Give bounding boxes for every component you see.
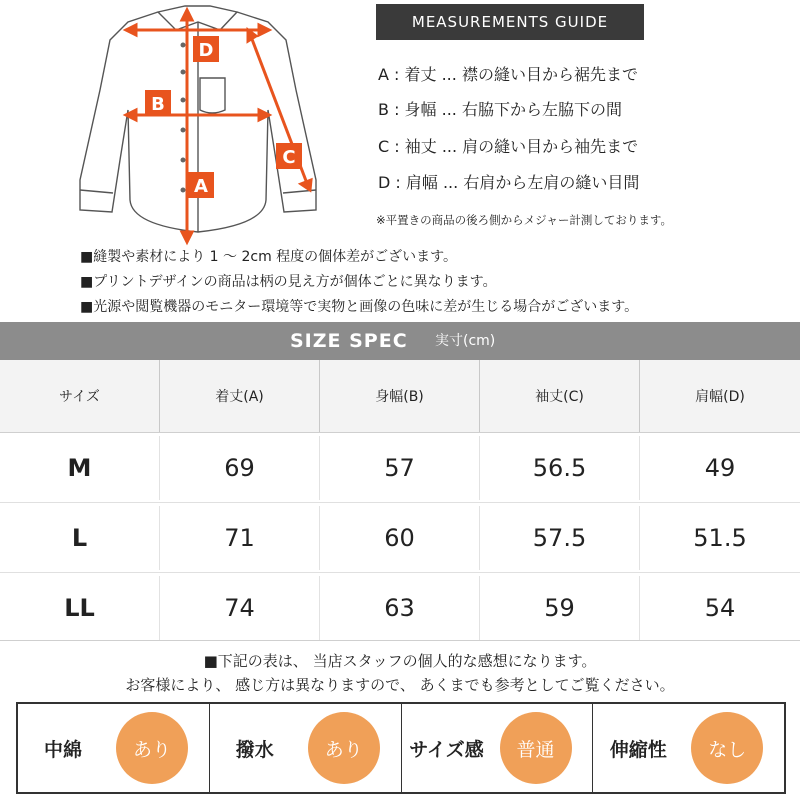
value-cell: 57 — [320, 436, 480, 500]
guide-line-d: D : 肩幅 ... 右肩から左肩の縫い目間 — [378, 173, 640, 192]
label-d: D — [198, 40, 214, 61]
value-cell: 71 — [160, 506, 320, 570]
value-cell: 60 — [320, 506, 480, 570]
feel-item-size-feel — [402, 704, 594, 792]
column-header-size: サイズ — [0, 360, 160, 432]
feel-label: 中綿 — [43, 738, 82, 761]
column-header-length: 着丈(A) — [160, 360, 320, 432]
column-header-width: 身幅(B) — [320, 360, 480, 432]
size-spec-unit: 実寸(cm) — [435, 333, 496, 349]
column-header-sleeve: 袖丈(C) — [480, 360, 640, 432]
table-divider — [0, 572, 800, 573]
feel-label: サイズ感 — [409, 738, 484, 761]
size-spec-title: SIZE SPEC — [290, 330, 408, 352]
value-cell: 59 — [480, 576, 640, 640]
value-cell: 51.5 — [693, 524, 747, 552]
size-cell: M — [0, 436, 160, 500]
size-cell: LL — [0, 576, 160, 640]
note-line-3: ■光源や閲覧機器のモニター環境等で実物と画像の色味に差が生じる場合がございます。 — [80, 299, 639, 315]
guide-note: ※平置きの商品の後ろ側からメジャー計測しております。 — [376, 213, 672, 227]
value-cell: 74 — [160, 576, 320, 640]
measurements-guide-header: MEASUREMENTS GUIDE — [376, 4, 644, 40]
value-cell: 63 — [320, 576, 480, 640]
feel-note-line-2: お客様により、 感じ方は異なりますので、 あくまでも参考としてご覧ください。 — [125, 676, 675, 694]
feel-badge: なし — [691, 712, 763, 784]
guide-line-b: B : 身幅 ... 右脇下から左脇下の間 — [378, 100, 622, 119]
feel-table — [16, 702, 786, 794]
label-a: A — [194, 176, 208, 197]
feel-item-padding — [18, 704, 210, 792]
guide-line-c: C : 袖丈 ... 肩の縫い目から袖先まで — [378, 137, 639, 156]
feel-label: 伸縮性 — [609, 738, 667, 761]
table-divider — [0, 432, 800, 433]
table-row — [0, 436, 800, 500]
value-cell: 69 — [160, 436, 320, 500]
value-cell: 54 — [704, 594, 736, 622]
size-cell: L — [0, 506, 160, 570]
table-row — [0, 576, 800, 640]
feel-note-line-1: ■下記の表は、 当店スタッフの個人的な感想になります。 — [203, 652, 597, 670]
value-cell: 57.5 — [480, 506, 640, 570]
column-header-shoulder: 肩幅(D) — [695, 389, 745, 405]
feel-item-water-repellent — [210, 704, 402, 792]
shirt-measurement-diagram — [50, 0, 350, 250]
note-line-1: ■縫製や素材により 1 ～ 2cm 程度の個体差がございます。 — [80, 249, 458, 265]
feel-badge: あり — [308, 712, 380, 784]
feel-badge: 普通 — [500, 712, 572, 784]
note-line-2: ■プリントデザインの商品は柄の見え方が個体ごとに異なります。 — [80, 274, 497, 290]
value-cell: 56.5 — [480, 436, 640, 500]
table-divider — [0, 640, 800, 641]
feel-badge: あり — [116, 712, 188, 784]
guide-line-a: A : 着丈 ... 襟の縫い目から裾先まで — [378, 65, 638, 84]
feel-item-stretch — [593, 704, 784, 792]
value-cell: 49 — [704, 454, 736, 482]
label-b: B — [151, 94, 165, 115]
table-divider — [0, 502, 800, 503]
feel-label: 撥水 — [235, 738, 274, 761]
label-c: C — [282, 147, 296, 168]
table-row — [0, 506, 800, 570]
shirt-buttons — [181, 43, 186, 193]
table-header-row — [0, 360, 800, 432]
